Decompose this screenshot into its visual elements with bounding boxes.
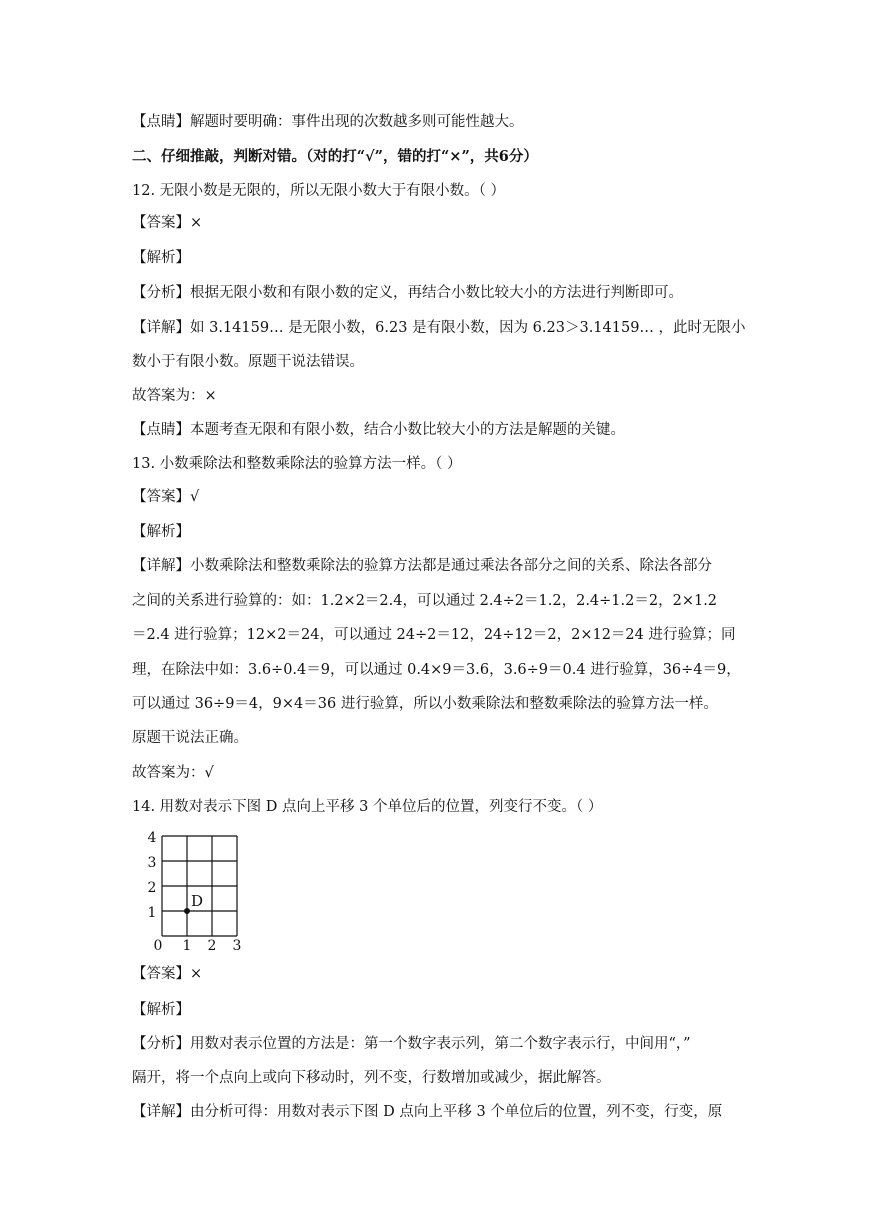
point-label: D [191, 892, 204, 910]
y-label-4: 4 [147, 830, 157, 846]
detail-13-line3: ＝2.4 进行验算；12×2＝24，可以通过 24÷2＝12，24÷12＝2，2×12＝24 进行验算；同 [132, 627, 736, 643]
y-label-1: 1 [147, 905, 157, 921]
conclusion-12: 故答案为：× [132, 388, 217, 404]
analysis-label-13: 【解析】 [132, 524, 190, 540]
question-12: 12. 无限小数是无限的，所以无限小数大于有限小数。（ ） [132, 183, 506, 199]
detail-12-line1: 【详解】如 3.14159… 是无限小数，6.23 是有限小数，因为 6.23＞3.14159… ，此时无限小 [132, 320, 746, 336]
conclusion-13: 故答案为：√ [132, 765, 214, 781]
detail-12-line2: 数小于有限小数。原题干说法错误。 [132, 354, 364, 370]
tip-line: 【点睛】解题时要明确：事件出现的次数越多则可能性越大。 [132, 114, 524, 130]
x-label-0: 0 [153, 938, 163, 954]
answer-13: 【答案】√ [132, 489, 200, 505]
question-14: 14. 用数对表示下图 D 点向上平移 3 个单位后的位置，列变行不变。（ ） [132, 799, 603, 815]
point-d [184, 908, 190, 914]
coordinate-grid-figure [140, 826, 250, 956]
coordinate-grid [140, 826, 250, 956]
answer-14: 【答案】× [132, 966, 203, 982]
detail-14-line1: 【详解】由分析可得：用数对表示下图 D 点向上平移 3 个单位后的位置，列不变，行变，原 [132, 1104, 723, 1120]
analysis-label-14: 【解析】 [132, 1002, 190, 1018]
section-heading: 二、仔细推敲，判断对错。（对的打“√”，错的打“×”，共6分） [132, 148, 538, 165]
detail-13-line6: 原题干说法正确。 [132, 730, 248, 746]
analysis-12: 【分析】根据无限小数和有限小数的定义，再结合小数比较大小的方法进行判断即可。 [132, 285, 683, 301]
x-label-3: 3 [232, 938, 242, 954]
answer-12: 【答案】× [132, 215, 203, 231]
detail-13-line4: 理，在除法中如：3.6÷0.4＝9，可以通过 0.4×9＝3.6，3.6÷9＝0.4 进行验算，36÷4＝9， [132, 662, 741, 678]
y-label-3: 3 [147, 855, 157, 871]
detail-13-line1: 【详解】小数乘除法和整数乘除法的验算方法都是通过乘法各部分之间的关系、除法各部分 [132, 558, 712, 574]
analysis-14-line1: 【分析】用数对表示位置的方法是：第一个数字表示列，第二个数字表示行，中间用“，” [132, 1036, 691, 1052]
y-label-2: 2 [147, 880, 157, 896]
detail-13-line5: 可以通过 36÷9＝4，9×4＝36 进行验算，所以小数乘除法和整数乘除法的验算方法一样。 [132, 696, 718, 712]
analysis-14-line2: 隔开，将一个点向上或向下移动时，列不变，行数增加或减少，据此解答。 [132, 1070, 611, 1086]
x-label-1: 1 [182, 938, 192, 954]
grid-lines [162, 836, 237, 936]
tip-12: 【点睛】本题考查无限和有限小数，结合小数比较大小的方法是解题的关键。 [132, 422, 625, 438]
x-label-2: 2 [207, 938, 217, 954]
question-13: 13. 小数乘除法和整数乘除法的验算方法一样。（ ） [132, 456, 462, 472]
detail-13-line2: 之间的关系进行验算的：如：1.2×2＝2.4，可以通过 2.4÷2＝1.2，2.4÷1.2＝2，2×1.2 [132, 593, 718, 609]
analysis-label-12: 【解析】 [132, 250, 190, 266]
